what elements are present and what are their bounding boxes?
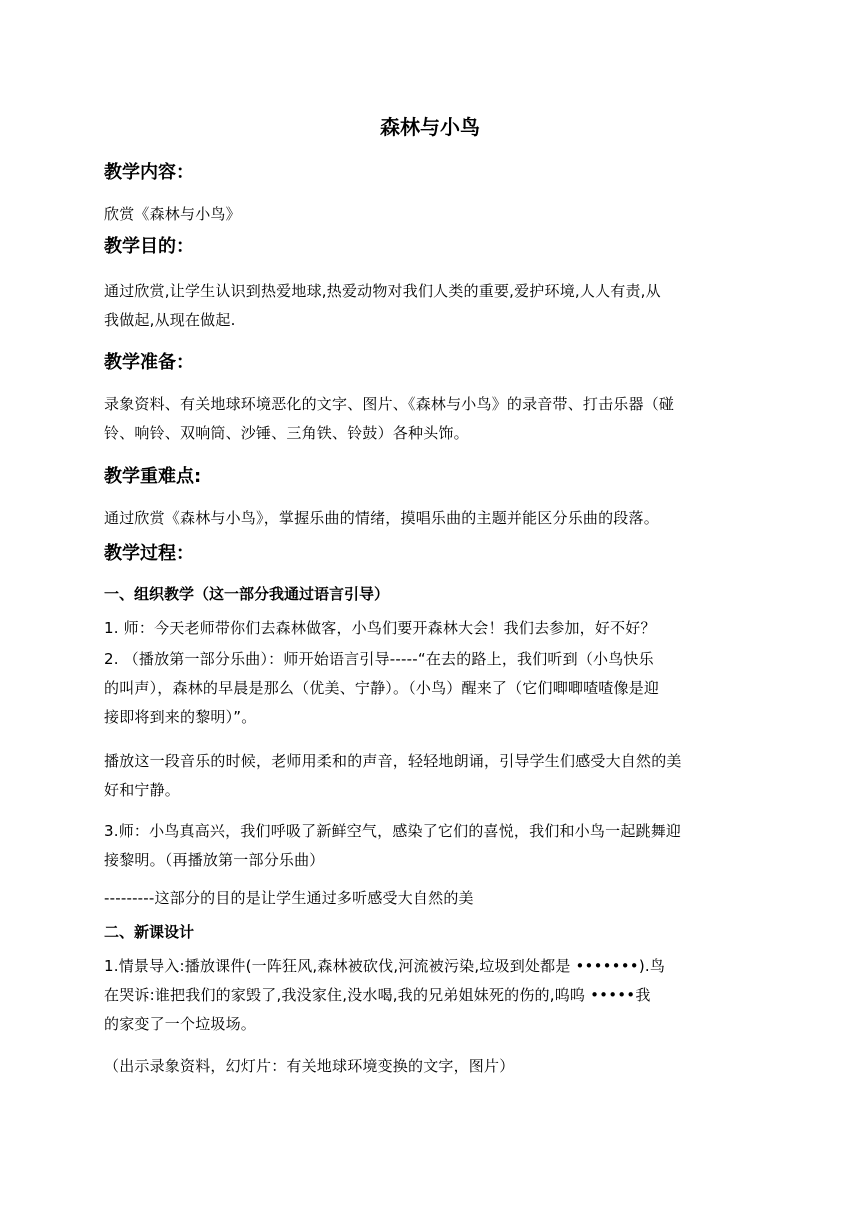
section1-item3	[104, 817, 764, 875]
section1-item2	[104, 645, 764, 732]
section1-item2-line: 2. （播放第一部分乐曲）：师开始语言引导-----“在去的路上，我们听到（小鸟快乐	[104, 650, 654, 668]
section2-item2: （出示录象资料，幻灯片：有关地球环境变换的文字，图片）	[104, 1057, 515, 1075]
document-title: 森林与小鸟	[380, 115, 480, 139]
goal-line: 我做起,从现在做起.	[104, 311, 236, 329]
section1-item1: 1. 师：今天老师带你们去森林做客，小鸟们要开森林大会！我们去参加，好不好？	[104, 619, 656, 637]
section1-note-line: 好和宁静。	[104, 781, 181, 799]
section2-item1	[104, 952, 764, 1039]
heading-prep: 教学准备：	[104, 352, 194, 373]
heading-content: 教学内容：	[104, 162, 194, 183]
section2-item1-line: 1.情景导入:播放课件(一阵狂风,森林被砍伐,河流被污染,垃圾到处都是 •••••••).鸟	[104, 957, 666, 975]
section1-note-line: 播放这一段音乐的时候，老师用柔和的声音，轻轻地朗诵，引导学生们感受大自然的美	[104, 752, 682, 770]
heading-goal: 教学目的：	[104, 236, 194, 257]
prep-line: 录象资料、有关地球环境恶化的文字、图片、《森林与小鸟》的录音带、打击乐器（碰	[104, 395, 675, 413]
section2-item1-line: 的家变了一个垃圾场。	[104, 1015, 257, 1033]
heading-section2: 二、新课设计	[104, 923, 195, 941]
prep-text	[104, 390, 764, 448]
section1-item3-line: 接黎明。（再播放第一部分乐曲）	[104, 851, 325, 869]
section1-purpose: ---------这部分的目的是让学生通过多听感受大自然的美	[104, 889, 474, 907]
section1-item2-line: 接即将到来的黎明）”。	[104, 708, 257, 726]
heading-process: 教学过程：	[104, 543, 194, 564]
heading-difficulty: 教学重难点:	[104, 466, 202, 487]
section2-item1-line: 在哭诉:谁把我们的家毁了,我没家住,没水喝,我的兄弟姐妹死的伤的,呜呜 •••••我	[104, 986, 651, 1004]
goal-text	[104, 277, 764, 335]
section1-note	[104, 747, 764, 805]
content-text: 欣赏《森林与小鸟》	[104, 205, 241, 223]
heading-section1: 一、组织教学（这一部分我通过语言引导）	[104, 585, 390, 603]
prep-line: 铃、响铃、双响筒、沙锤、三角铁、铃鼓）各种头饰。	[104, 424, 469, 442]
difficulty-text: 通过欣赏《森林与小鸟》，掌握乐曲的情绪，摸唱乐曲的主题并能区分乐曲的段落。	[104, 509, 659, 527]
section1-item2-line: 的叫声），森林的早晨是那么（优美、宁静）。（小鸟）醒来了（它们唧唧喳喳像是迎	[104, 679, 660, 697]
section1-item3-line: 3.师：小鸟真高兴，我们呼吸了新鲜空气，感染了它们的喜悦，我们和小鸟一起跳舞迎	[104, 822, 682, 840]
goal-line: 通过欣赏,让学生认识到热爱地球,热爱动物对我们人类的重要,爱护环境,人人有责,从	[104, 282, 661, 300]
